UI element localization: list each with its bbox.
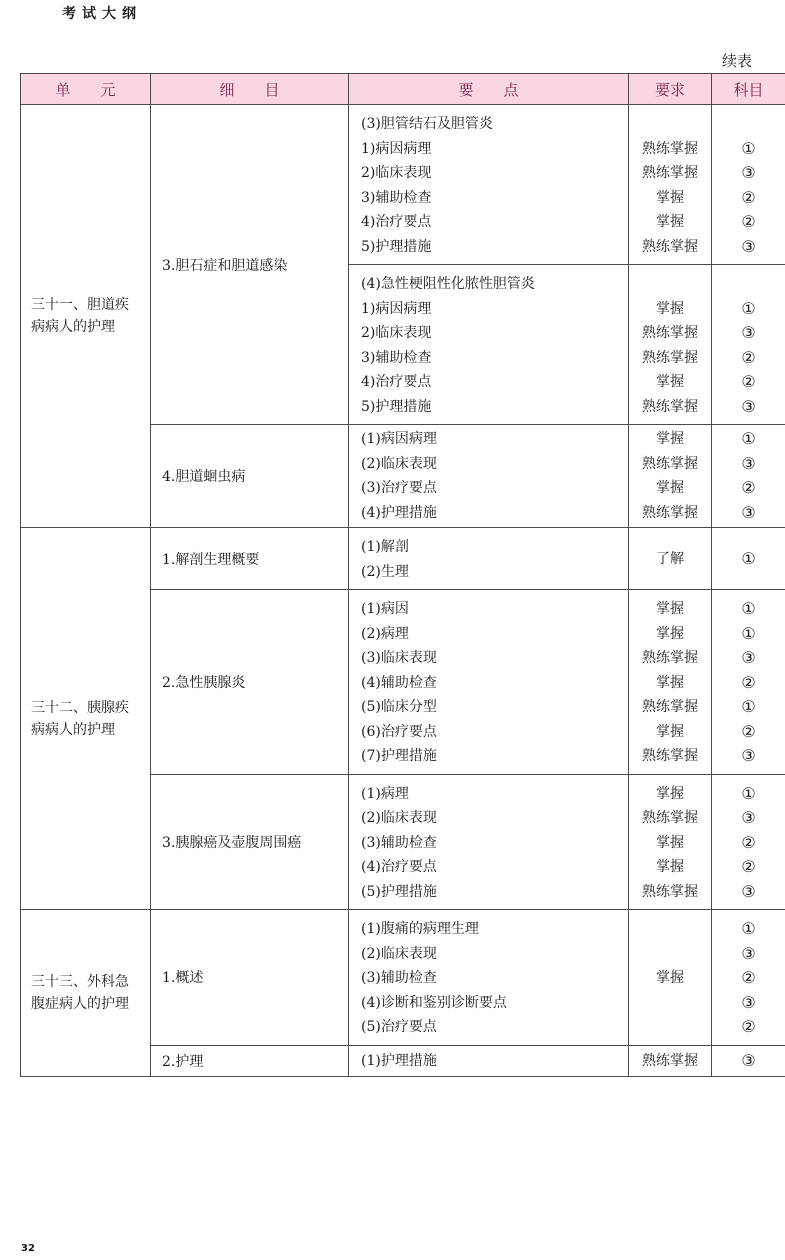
continued-label: 续表 [721, 52, 752, 70]
requirement-item: 了解 [656, 551, 684, 568]
point-item: (1)病因病理 [361, 431, 437, 447]
point-item: (1)腹痛的病理生理 [361, 921, 479, 937]
subject-item: ① [741, 138, 756, 158]
subject-item: ① [741, 599, 756, 618]
subject-cell [712, 425, 785, 528]
requirement-item: 熟练掌握 [642, 140, 698, 157]
detail-cell: 3.胰腺癌及壶腹周围癌 [151, 774, 349, 910]
point-item: (6)治疗要点 [361, 723, 437, 740]
point-item: (1)病因 [361, 601, 409, 617]
point-item: 4)治疗要点 [361, 374, 432, 390]
detail-cell: 1.解剖生理概要 [151, 528, 349, 590]
subject-item: ③ [741, 236, 756, 256]
requirement-item: 掌握 [656, 723, 684, 740]
points-cell [349, 528, 629, 590]
point-item: (4)急性梗阻性化脓性胆管炎 [361, 276, 535, 292]
unit-cell: 三十一、胆道疾病病人的护理 [21, 105, 151, 528]
points-cell [349, 105, 629, 265]
requirement-item: 掌握 [656, 601, 684, 617]
detail-cell: 1.概述 [151, 910, 349, 1046]
requirement-cell [629, 1045, 712, 1077]
subject-item: ① [741, 549, 756, 569]
point-item: (1)护理措施 [361, 1052, 437, 1069]
subject-item: ① [741, 429, 756, 448]
subject-item: ③ [741, 648, 756, 667]
point-item: (3)临床表现 [361, 650, 437, 666]
point-item: (4)诊断和鉴别诊断要点 [361, 994, 507, 1011]
subject-item: ③ [741, 323, 756, 342]
points-cell [349, 1045, 629, 1077]
point-item: (2)病理 [361, 625, 409, 642]
table-row [21, 528, 785, 590]
table-header-row [21, 74, 785, 105]
requirement-item: 熟练掌握 [642, 398, 698, 415]
requirement-item: 掌握 [656, 970, 684, 986]
requirement-item: 熟练掌握 [642, 748, 698, 764]
requirement-item: 掌握 [656, 214, 684, 230]
requirement-cell [629, 425, 712, 528]
requirement-cell [629, 910, 712, 1046]
subject-item: ③ [741, 943, 756, 963]
requirement-item: 熟练掌握 [642, 504, 698, 521]
subject-item: ① [741, 623, 756, 643]
subject-item: ③ [741, 1050, 756, 1070]
point-item: 3)辅助检查 [361, 349, 432, 366]
subject-item: ③ [741, 881, 756, 901]
points-cell [349, 774, 629, 910]
requirement-item: 熟练掌握 [642, 650, 698, 666]
point-item: (5)临床分型 [361, 699, 437, 715]
point-item: 3)辅助检查 [361, 189, 432, 206]
point-item: 5)护理措施 [361, 398, 432, 415]
subject-cell [712, 105, 785, 265]
point-item: (3)辅助检查 [361, 834, 437, 851]
subject-item: ② [741, 212, 756, 231]
requirement-item: 熟练掌握 [642, 699, 698, 715]
requirement-item: 熟练掌握 [642, 238, 698, 255]
subject-item: ③ [741, 746, 756, 765]
points-cell [349, 590, 629, 775]
subject-cell [712, 1045, 785, 1077]
page-number: 32 [21, 1243, 35, 1254]
subject-cell [712, 774, 785, 910]
subject-item: ① [741, 697, 756, 716]
requirement-cell [629, 528, 712, 590]
requirement-item: 掌握 [656, 625, 684, 642]
point-item: (7)护理措施 [361, 748, 437, 764]
requirement-item: 熟练掌握 [642, 349, 698, 366]
subject-item: ② [741, 1017, 756, 1036]
requirement-item: 熟练掌握 [642, 810, 698, 826]
points-cell [349, 910, 629, 1046]
requirement-item: 掌握 [656, 480, 684, 496]
subject-item: ① [741, 919, 756, 938]
subject-item: ③ [741, 396, 756, 416]
subject-item: ③ [741, 453, 756, 473]
requirement-item: 掌握 [656, 300, 684, 317]
requirement-item: 熟练掌握 [642, 325, 698, 341]
column-header-points: 要 点 [349, 74, 629, 105]
requirement-item: 掌握 [656, 189, 684, 206]
detail-cell: 2.急性胰腺炎 [151, 590, 349, 775]
point-item: (2)临床表现 [361, 945, 437, 962]
point-item: (1)解剖 [361, 539, 409, 555]
requirement-item [629, 272, 711, 297]
points-cell [349, 425, 629, 528]
requirement-item: 熟练掌握 [642, 1052, 698, 1069]
point-item: 1)病因病理 [361, 140, 432, 157]
subject-item [712, 272, 785, 297]
subject-cell [712, 528, 785, 590]
point-item: (3)辅助检查 [361, 970, 437, 986]
requirement-item: 掌握 [656, 431, 684, 447]
point-item: (2)临床表现 [361, 810, 437, 826]
requirement-item: 熟练掌握 [642, 883, 698, 900]
point-item: (5)护理措施 [361, 883, 437, 900]
point-item: (4)治疗要点 [361, 859, 437, 875]
point-item: (2)临床表现 [361, 455, 437, 472]
subject-item: ② [741, 187, 756, 207]
detail-cell: 2.护理 [151, 1045, 349, 1077]
syllabus-table [20, 73, 785, 1077]
column-header-subject: 科目 [712, 74, 785, 105]
requirement-item: 熟练掌握 [642, 455, 698, 472]
requirement-item [629, 112, 711, 137]
subject-item: ③ [741, 502, 756, 522]
detail-cell: 3.胆石症和胆道感染 [151, 105, 349, 425]
requirement-cell [629, 265, 712, 425]
requirement-cell [629, 590, 712, 775]
requirement-cell [629, 774, 712, 910]
subject-cell [712, 590, 785, 775]
point-item: 5)护理措施 [361, 238, 432, 255]
point-item: 2)临床表现 [361, 165, 432, 181]
requirement-item: 掌握 [656, 674, 684, 691]
subject-item: ③ [741, 808, 756, 827]
page-header: 考试大纲 [62, 6, 142, 22]
points-cell [349, 265, 629, 425]
requirement-item: 掌握 [656, 834, 684, 851]
point-item: (2)生理 [361, 563, 409, 580]
unit-cell: 三十三、外科急腹症病人的护理 [21, 910, 151, 1077]
requirement-item: 熟练掌握 [642, 165, 698, 181]
subject-item: ② [741, 347, 756, 367]
requirement-item: 掌握 [656, 859, 684, 875]
unit-cell: 三十二、胰腺疾病病人的护理 [21, 528, 151, 910]
subject-item: ② [741, 968, 756, 987]
point-item: (4)护理措施 [361, 504, 437, 521]
subject-item: ② [741, 832, 756, 852]
requirement-item: 掌握 [656, 785, 684, 802]
point-item: (3)胆管结石及胆管炎 [361, 116, 493, 132]
point-item: (4)辅助检查 [361, 674, 437, 691]
subject-item: ② [741, 478, 756, 497]
point-item: 1)病因病理 [361, 300, 432, 317]
point-item: (1)病理 [361, 785, 409, 802]
subject-item [712, 112, 785, 137]
subject-item: ② [741, 857, 756, 876]
subject-item: ② [741, 372, 756, 391]
subject-item: ① [741, 298, 756, 318]
subject-item: ③ [741, 163, 756, 182]
subject-item: ② [741, 672, 756, 692]
point-item: 4)治疗要点 [361, 214, 432, 230]
subject-item: ② [741, 721, 756, 741]
point-item: 2)临床表现 [361, 325, 432, 341]
subject-item: ③ [741, 992, 756, 1012]
subject-item: ① [741, 783, 756, 803]
column-header-requirement: 要求 [629, 74, 712, 105]
table-row [21, 105, 785, 265]
requirement-cell [629, 105, 712, 265]
requirement-item: 掌握 [656, 374, 684, 390]
subject-cell [712, 910, 785, 1046]
point-item: (5)治疗要点 [361, 1019, 437, 1035]
table-row [21, 910, 785, 1046]
subject-cell [712, 265, 785, 425]
column-header-unit: 单 元 [21, 74, 151, 105]
column-header-detail: 细 目 [151, 74, 349, 105]
detail-cell: 4.胆道蛔虫病 [151, 425, 349, 528]
point-item: (3)治疗要点 [361, 480, 437, 496]
